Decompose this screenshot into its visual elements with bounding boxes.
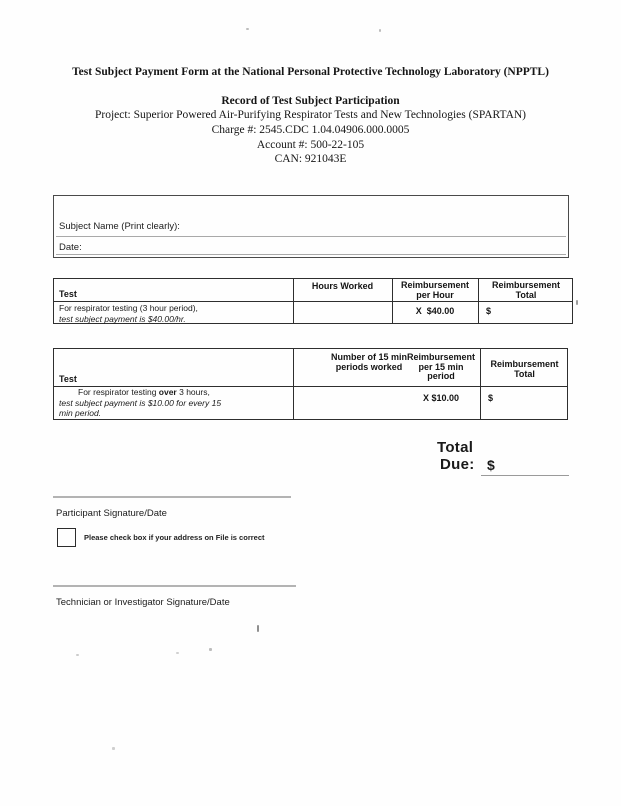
column-header-reimbursement-total	[480, 360, 569, 379]
date-input-line[interactable]	[56, 254, 566, 255]
scan-speck	[176, 652, 179, 654]
account-number-line: Account #: 500-22-105	[256, 139, 365, 151]
form-title: Test Subject Payment Form at the National Personal Protective Technology Laboratory (NPPTL)	[72, 66, 549, 78]
project-line: Project: Superior Powered Air-Purifying Respirator Tests and New Technologies (SPARTAN)	[94, 109, 527, 121]
description-line	[59, 387, 289, 398]
description-line: test subject payment is $40.00/hr.	[59, 313, 186, 324]
subject-name-label: Subject Name (Print clearly):	[59, 221, 180, 232]
subject-info-box	[53, 195, 569, 258]
technician-signature-line[interactable]	[53, 585, 296, 587]
form-subtitle: Record of Test Subject Participation	[221, 95, 400, 107]
header-line: Reimbursement	[400, 280, 470, 290]
reimbursement-total-input-cell[interactable]	[494, 301, 572, 325]
description-text: For respirator testing	[78, 387, 159, 397]
scan-speck	[257, 625, 259, 632]
charge-number-line: Charge #: 2545.CDC 1.04.04906.000.0005	[211, 124, 410, 136]
column-header-test: Test	[59, 289, 77, 299]
description-line: For respirator testing (3 hour period),	[59, 303, 198, 313]
scan-speck	[112, 747, 115, 750]
column-header-reimbursement-per-period	[402, 353, 480, 382]
periods-worked-input-cell[interactable]	[293, 386, 393, 421]
currency-sign: $	[486, 306, 492, 316]
header-line: Reimbursement	[490, 359, 559, 369]
scan-speck	[246, 28, 249, 30]
address-correct-checkbox[interactable]	[57, 528, 76, 547]
description-text: 3 hours,	[176, 387, 210, 397]
total-due-label-line2: Due:	[440, 456, 475, 473]
total-due-currency-sign: $	[487, 457, 496, 473]
scan-speck	[379, 29, 381, 32]
scan-speck	[209, 648, 212, 651]
scan-speck	[576, 300, 578, 305]
header-line: per 15 min	[418, 361, 464, 372]
participant-signature-label: Participant Signature/Date	[56, 508, 167, 519]
column-header-reimbursement-total	[478, 281, 574, 300]
rate-per-hour-value: X $40.00	[415, 306, 455, 316]
period-rate-table	[53, 348, 568, 420]
subject-name-input-line[interactable]	[56, 236, 566, 237]
header-line: Number of 15 min	[330, 352, 407, 362]
reimbursement-total-input-cell[interactable]	[496, 386, 569, 421]
date-label: Date:	[59, 242, 82, 253]
header-line: period	[427, 371, 455, 381]
test-description	[59, 387, 289, 419]
technician-signature-label: Technician or Investigator Signature/Date	[56, 597, 230, 608]
currency-sign: $	[488, 393, 494, 403]
address-correct-checkbox-label: Please check box if your address on File is correct	[84, 533, 265, 542]
scan-speck	[76, 654, 79, 656]
header-line: periods worked	[335, 361, 403, 372]
total-due-label-line1: Total	[437, 439, 474, 456]
header-line: per Hour	[416, 289, 454, 300]
column-header-hours-worked: Hours Worked	[311, 281, 374, 291]
test-description	[59, 303, 198, 324]
hourly-rate-table	[53, 278, 573, 324]
description-line: min period.	[59, 408, 102, 418]
can-number-line: CAN: 921043E	[274, 153, 347, 165]
column-header-test: Test	[59, 374, 77, 384]
column-header-reimbursement-per-hour	[392, 281, 478, 300]
hours-worked-input-cell[interactable]	[293, 301, 392, 325]
rate-per-period-value: X $10.00	[422, 393, 460, 403]
header-line: Total	[514, 368, 535, 379]
header-line: Reimbursement	[491, 280, 561, 290]
total-due-input-line[interactable]	[481, 475, 569, 476]
header-line: Total	[515, 289, 537, 300]
description-line: test subject payment is $10.00 for every 15	[59, 397, 222, 408]
header-line: Reimbursement	[406, 352, 476, 362]
description-text-bold: over	[158, 387, 177, 397]
participant-signature-line[interactable]	[53, 496, 291, 498]
